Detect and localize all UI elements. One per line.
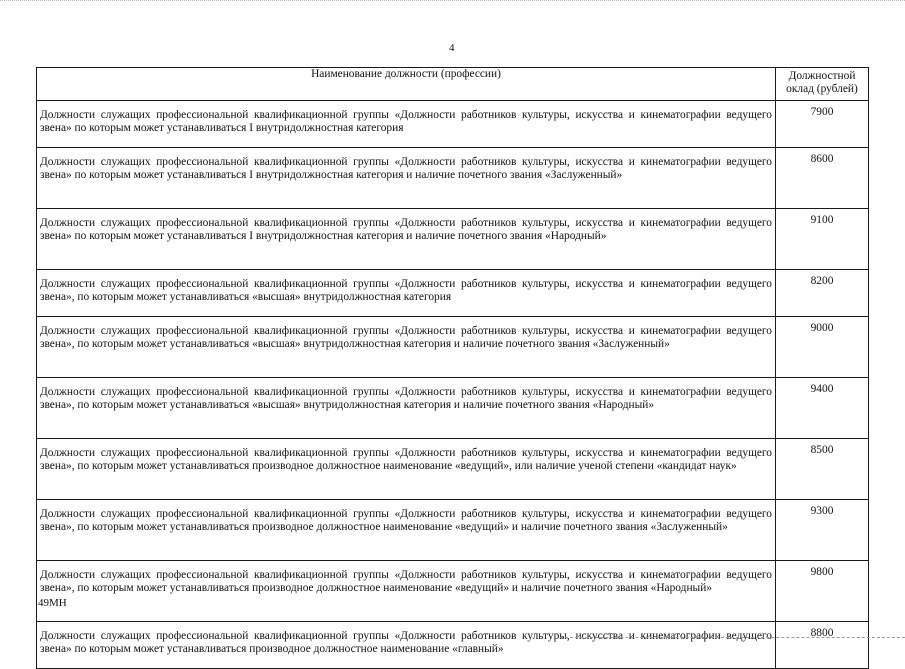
salary-table [36, 67, 869, 669]
table-row [37, 622, 869, 669]
scan-border-top [0, 0, 905, 5]
salary-cell: 9800 [776, 561, 869, 622]
header-salary: Должностной оклад (рублей) [776, 68, 869, 101]
page-number: 4 [449, 42, 455, 54]
table-row [37, 439, 869, 500]
position-name-cell: Должности служащих профессиональной квалификационной группы «Должности работников культуры, искусства и кинематографии ведущего звена» по которым может устанавливаться I внутридолжностная категория и наличие почетного звания «Народный» [37, 209, 776, 270]
table-row [37, 148, 869, 209]
salary-cell: 9100 [776, 209, 869, 270]
position-name-cell: Должности служащих профессиональной квалификационной группы «Должности работников культуры, искусства и кинематографии ведущего звена» по которым может устанавливаться I внутридолжностная категория и наличие почетного звания «Заслуженный» [37, 148, 776, 209]
position-name-cell: Должности служащих профессиональной квалификационной группы «Должности работников культуры, искусства и кинематографии ведущего звена» по которым может устанавливаться I внутридолжностная категория [37, 101, 776, 148]
salary-cell: 9300 [776, 500, 869, 561]
table-row [37, 101, 869, 148]
scan-border-bottom [560, 637, 905, 639]
table-row [37, 270, 869, 317]
salary-cell: 7900 [776, 101, 869, 148]
position-name-cell: Должности служащих профессиональной квалификационной группы «Должности работников культуры, искусства и кинематографии ведущего звена», по которым может устанавливаться производное должностное наименование «ведущий» и наличие почетного звания «Заслуженный» [37, 500, 776, 561]
position-name-cell: Должности служащих профессиональной квалификационной группы «Должности работников культуры, искусства и кинематографии ведущего звена», по которым может устанавливаться производное должностное наименование «ведущий» и наличие почетного звания «Народный» [37, 561, 776, 622]
position-name-cell: Должности служащих профессиональной квалификационной группы «Должности работников культуры, искусства и кинематографии ведущего звена», по которым может устанавливаться производное должностное наименование «ведущий», или наличие ученой степени «кандидат наук» [37, 439, 776, 500]
table-header-row [37, 68, 869, 101]
salary-cell: 8200 [776, 270, 869, 317]
position-name-cell: Должности служащих профессиональной квалификационной группы «Должности работников культуры, искусства и кинематографии ведущего звена», по которым может устанавливаться «высшая» внутридолжностная категория и наличие почетного звания «Народный» [37, 378, 776, 439]
position-name-cell: Должности служащих профессиональной квалификационной группы «Должности работников культуры, искусства и кинематографии ведущего звена», по которым может устанавливаться «высшая» внутридолжностная категория и наличие почетного звания «Заслуженный» [37, 317, 776, 378]
table-row [37, 500, 869, 561]
position-name-cell: Должности служащих профессиональной квалификационной группы «Должности работников культуры, искусства и кинематографии ведущего звена», по которым может устанавливаться «высшая» внутридолжностная категория [37, 270, 776, 317]
document-code: 49МН [38, 597, 67, 609]
header-position-name: Наименование должности (профессии) [37, 68, 776, 101]
table-row [37, 209, 869, 270]
salary-cell: 9000 [776, 317, 869, 378]
salary-cell: 8600 [776, 148, 869, 209]
salary-cell: 9400 [776, 378, 869, 439]
salary-cell: 8800 [776, 622, 869, 669]
table-row [37, 561, 869, 622]
position-name-cell: Должности служащих профессиональной квалификационной группы «Должности работников культуры, искусства и кинематографии ведущего звена» по которым может устанавливаться производное должностное наименование «главный» [37, 622, 776, 669]
salary-cell: 8500 [776, 439, 869, 500]
table-row [37, 378, 869, 439]
table-row [37, 317, 869, 378]
